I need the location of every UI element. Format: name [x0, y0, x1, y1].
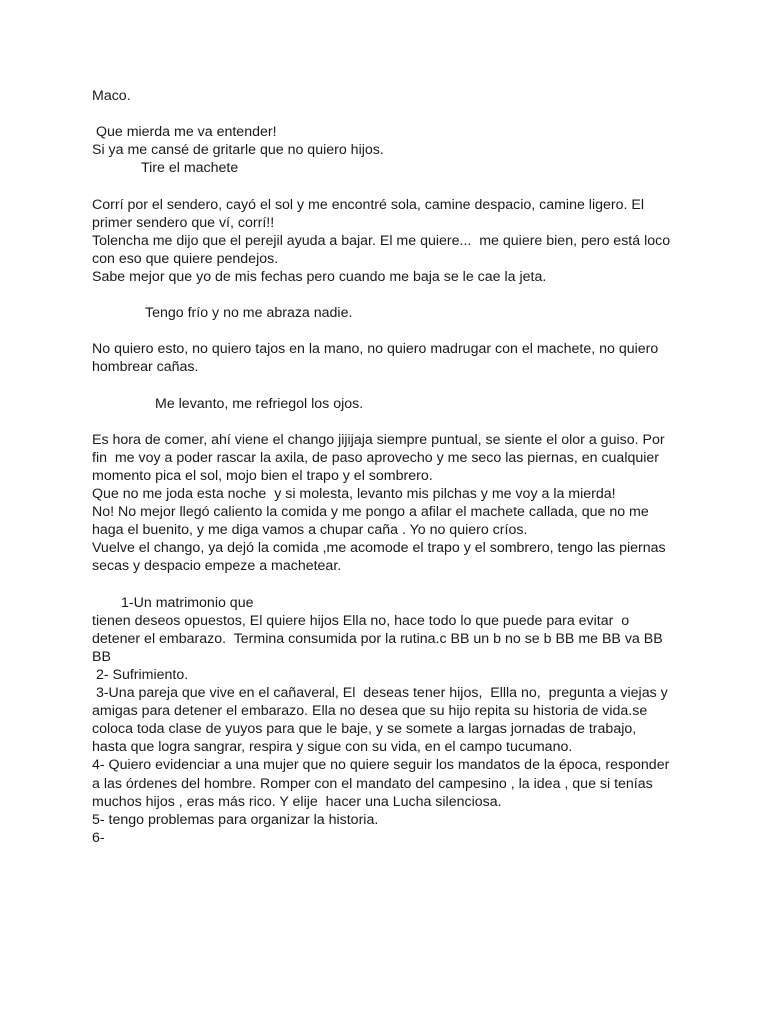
text-line: Sabe mejor que yo de mis fechas pero cuando me baja se le cae la jeta. — [92, 268, 547, 285]
document-body — [92, 87, 732, 847]
blank-line — [92, 105, 732, 123]
blank-line — [92, 177, 732, 195]
text-line: Es hora de comer, ahí viene el chango jijijaja siempre puntual, se siente el olor a guiso. Por — [92, 431, 665, 448]
text-line: detener el embarazo. Termina consumida por la rutina.c BB un b no se b BB me BB va BB — [92, 630, 663, 647]
text-line: Vuelve el chango, ya dejó la comida ,me acomode el trapo y el sombrero, tengo las piernas — [92, 540, 666, 557]
text-line: Tengo frío y no me abraza nadie. — [145, 305, 353, 322]
blank-line — [92, 322, 732, 340]
text-line: Tire el machete — [141, 160, 239, 177]
blank-line — [92, 286, 732, 304]
blank-line — [92, 576, 732, 594]
text-line: hasta que logra sangrar, respira y sigue con su vida, en el campo tucumano. — [92, 739, 573, 756]
text-line: tienen deseos opuestos, El quiere hijos Ella no, hace todo lo que puede para evitar o — [92, 612, 630, 629]
text-line: Maco. — [92, 88, 131, 104]
text-line: BB — [92, 648, 111, 665]
text-line: 4- Quiero evidenciar a una mujer que no quiere seguir los mandatos de la época, responder — [92, 757, 670, 774]
text-line: 3-Una pareja que vive en el cañaveral, El deseas tener hijos, Ellla no, pregunta a viejas y — [92, 685, 668, 702]
text-line: a las órdenes del hombre. Romper con el mandato del campesino , la idea , que si tenías — [92, 775, 653, 792]
text-line: Si ya me cansé de gritarle que no quiero hijos. — [92, 142, 384, 159]
text-line: primer sendero que ví, corrí!! — [92, 214, 275, 231]
text-line: muchos hijos , eras más rico. Y elije hacer una Lucha silenciosa. — [92, 793, 502, 810]
text-line: 5- tengo problemas para organizar la historia. — [92, 811, 379, 828]
text-line: No! No mejor llegó caliento la comida y me pongo a afilar el machete callada, que no me — [92, 504, 649, 521]
text-line: Tolencha me dijo que el perejil ayuda a bajar. El me quiere... me quiere bien, pero está loco — [92, 232, 671, 249]
text-line: amigas para detener el embarazo. Ella no desea que su hijo repita su historia de vida.se — [92, 703, 648, 720]
text-line: Que mierda me va entender! — [92, 124, 277, 141]
text-line: 1-Un matrimonio que — [121, 594, 254, 611]
text-line: 6- — [92, 829, 105, 846]
text-line: con eso que quiere pendejos. — [92, 250, 279, 267]
text-line: fin me voy a poder rascar la axila, de paso aprovecho y me seco las piernas, en cualquier — [92, 449, 660, 466]
text-line: secas y despacio empeze a machetear. — [92, 558, 342, 575]
text-line: hombrear cañas. — [92, 359, 199, 376]
text-line: Que no me joda esta noche y si molesta, levanto mis pilchas y me voy a la mierda! — [92, 486, 616, 503]
text-line: Me levanto, me refriegol los ojos. — [155, 395, 364, 412]
blank-line — [92, 377, 732, 395]
text-line: No quiero esto, no quiero tajos en la mano, no quiero madrugar con el machete, no quiero — [92, 341, 659, 358]
text-line: Corrí por el sendero, cayó el sol y me encontré sola, camine despacio, camine ligero. El — [92, 196, 645, 213]
blank-line — [92, 413, 732, 431]
text-line: coloca toda clase de yuyos para que le baje, y se somete a largas jornadas de trabajo, — [92, 721, 637, 738]
text-line: haga el buenito, y me diga vamos a chupar caña . Yo no quiero críos. — [92, 522, 528, 539]
text-line: 2- Sufrimiento. — [92, 667, 189, 683]
text-line: momento pica el sol, mojo bien el trapo y el sombrero. — [92, 467, 433, 484]
